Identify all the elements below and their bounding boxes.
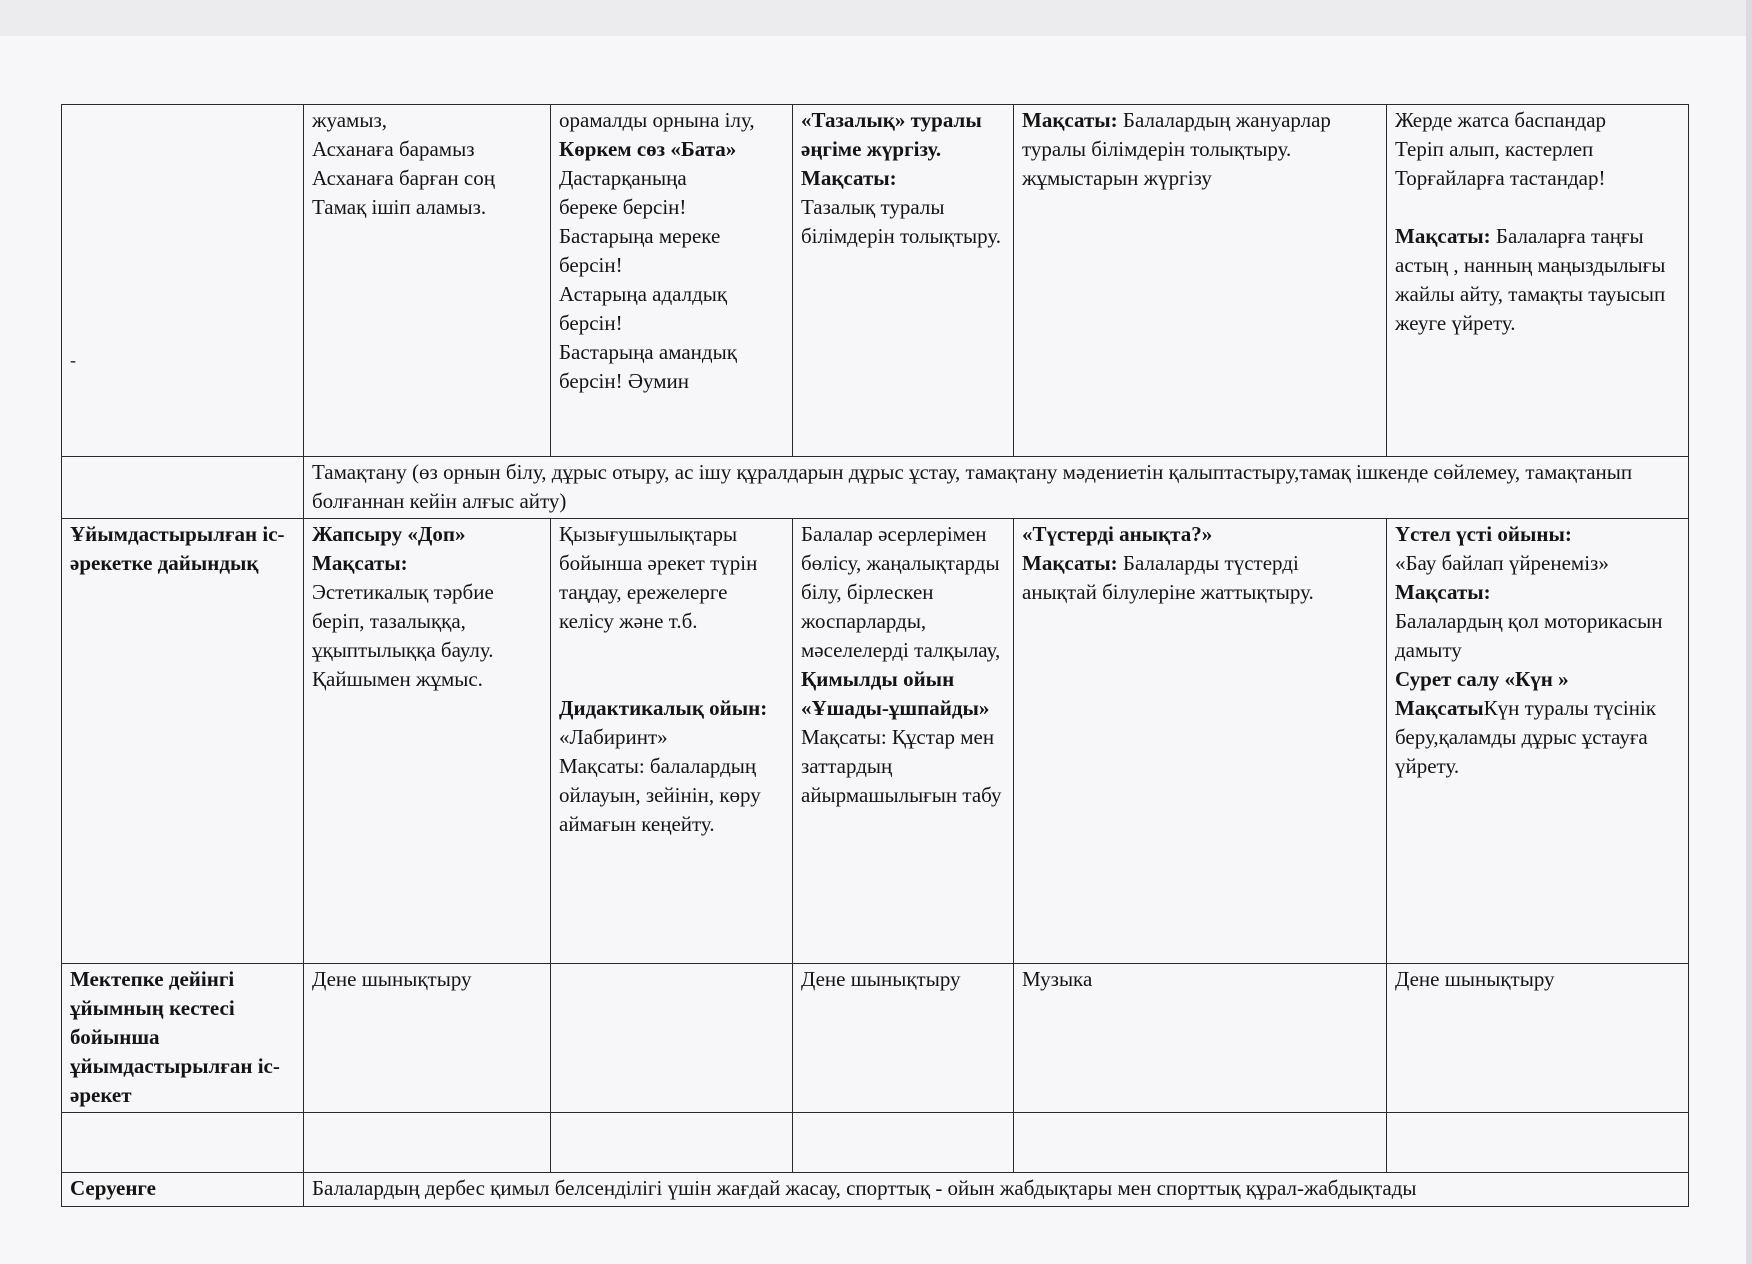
activity-heading: Қимылды ойын «Ұшады-ұшпайды» [801, 667, 990, 720]
text-line: Асханаға барған соң [312, 166, 495, 190]
activity-heading: Үстел үсті ойыны: [1395, 522, 1572, 546]
spacer [559, 665, 784, 694]
activity-heading: «Тазалық» туралы әңгіме жүргізу. [801, 108, 982, 161]
poem-line: Торғайларға тастандар! [1395, 166, 1606, 190]
empty-cell [551, 1113, 793, 1173]
table-row-continuation [62, 105, 1689, 457]
text-paragraph: Балалар әсерлерімен бөлісу, жаңалықтарды білу, бірлескен жоспарларды, мәселелерді талқылау, [801, 522, 1001, 662]
table-row-schedule [62, 964, 1689, 1113]
activity-heading: Жапсыру «Доп» [312, 522, 466, 546]
poem-line: берсін! Әумин [559, 369, 690, 393]
text-line: жуамыз, [312, 108, 387, 132]
goal-text: Балалардың қол моторикасын дамыту [1395, 609, 1663, 662]
goal-label: Мақсаты: [1395, 224, 1491, 248]
text-paragraph: Қызығушылықтары бойынша әрекет түрін таңдау, ережелерге келісу және т.б. [559, 522, 758, 633]
cell-r1-c2 [304, 105, 551, 457]
table-row-preparation [62, 519, 1689, 964]
text-paragraph: орамалды орнына ілу, [559, 108, 755, 132]
poem-line: берсін! [559, 311, 623, 335]
table-row-meal [62, 457, 1689, 519]
poem-line: Бастарыңа амандық [559, 340, 737, 364]
goal-text: Эстетикалық тәрбие беріп, тазалыққа, ұқыптылыққа баулу. Қайшымен жұмыс. [312, 580, 494, 691]
poem-line: береке берсін! [559, 195, 687, 219]
cell-r2-c5 [1014, 519, 1387, 964]
empty-cell [62, 1113, 304, 1173]
goal-label: Мақсаты: [1395, 580, 1491, 604]
goal-label: Мақсаты [1395, 696, 1484, 720]
row-label-cell [62, 457, 304, 519]
table-row-walk [62, 1173, 1689, 1207]
page-top-margin [0, 0, 1752, 36]
cell-r2-c6 [1387, 519, 1689, 964]
goal-text: Тазалық туралы білімдерін толықтыру. [801, 195, 1002, 248]
poem-line: Дастарқаныңа [559, 166, 687, 190]
empty-cell [1014, 1113, 1387, 1173]
cell-r3-c3 [551, 964, 793, 1113]
spacer [1395, 193, 1680, 222]
poem-line: Астарыңа адалдық [559, 282, 728, 306]
cell-r3-c4: Дене шынықтыру [793, 964, 1014, 1113]
page-right-edge [1746, 0, 1752, 1264]
text-line: Тамақ ішіп аламыз. [312, 195, 487, 219]
cell-r1-c6 [1387, 105, 1689, 457]
daily-plan-table [61, 104, 1689, 1207]
row-label-schedule: Мектепке дейінгі ұйымның кестесі бойынша ұйымдастырылған іс-әрекет [62, 964, 304, 1113]
poem-line: Теріп алып, кастерлеп [1395, 137, 1594, 161]
cell-r2-c4 [793, 519, 1014, 964]
poem-line: Жерде жатса баспандар [1395, 108, 1607, 132]
goal-text: Мақсаты: балалардың ойлауын, зейінін, көру аймағын кеңейту. [559, 754, 761, 836]
cell-r2-c2 [304, 519, 551, 964]
cell-r3-c2: Дене шынықтыру [304, 964, 551, 1113]
cell-r1-c5 [1014, 105, 1387, 457]
cell-r3-c6: Дене шынықтыру [1387, 964, 1689, 1113]
goal-text: Балаларды түстерді анықтай білулеріне жаттықтыру. [1022, 551, 1314, 604]
text-line: Асханаға барамыз [312, 137, 475, 161]
cell-r3-c5: Музыка [1014, 964, 1387, 1113]
empty-cell [1387, 1113, 1689, 1173]
goal-label: Мақсаты: [801, 166, 897, 190]
empty-cell [304, 1113, 551, 1173]
table-row-empty [62, 1113, 1689, 1173]
goal-label: Мақсаты: [312, 551, 408, 575]
goal-text: Мақсаты: Құстар мен заттардың айырмашылығын табу [801, 725, 1002, 807]
stray-mark: - [70, 350, 76, 370]
activity-heading: Дидактикалық ойын: [559, 696, 768, 720]
empty-cell [793, 1113, 1014, 1173]
goal-text: Күн туралы түсінік беру,қаламды дұрыс ұстауға үйрету. [1395, 696, 1657, 778]
poem-line: Бастарыңа мереке [559, 224, 721, 248]
game-name: «Лабиринт» [559, 725, 668, 749]
cell-r1-c4 [793, 105, 1014, 457]
row-label-cell [62, 105, 304, 457]
goal-label: Мақсаты: [1022, 108, 1118, 132]
meal-cell: Тамақтану (өз орнын білу, дұрыс отыру, ас ішу құралдарын дұрыс ұстау, тамақтану мәдениетін қалыптастыру,тамақ ішкенде сөйлемеу, тамақтанып болғаннан кейін алғыс айту) [304, 457, 1689, 519]
goal-text: Балалардың жануарлар туралы білімдерін толықтыру. жұмыстарын жүргізу [1022, 108, 1331, 190]
spacer [559, 636, 784, 665]
activity-heading: «Түстерді анықта?» [1022, 522, 1213, 546]
goal-label: Мақсаты: [1022, 551, 1118, 575]
poem-line: берсін! [559, 253, 623, 277]
cell-r2-c3 [551, 519, 793, 964]
game-name: «Бау байлап үйренеміз» [1395, 551, 1609, 575]
row-label-walk: Серуенге [62, 1173, 304, 1207]
poem-heading: Көркем сөз «Бата» [559, 137, 737, 161]
activity-heading: Сурет салу «Күн » [1395, 667, 1569, 691]
row-label-preparation: Ұйымдастырылған іс-әрекетке дайындық [62, 519, 304, 964]
cell-r1-c3 [551, 105, 793, 457]
walk-cell: Балалардың дербес қимыл белсенділігі үшін жағдай жасау, спорттық - ойын жабдықтары мен спорттық құрал-жабдықтады [304, 1173, 1689, 1207]
goal-text: Балаларға таңғы астың , нанның маңыздылығы жайлы айту, тамақты тауысып жеуге үйрету. [1395, 224, 1666, 335]
